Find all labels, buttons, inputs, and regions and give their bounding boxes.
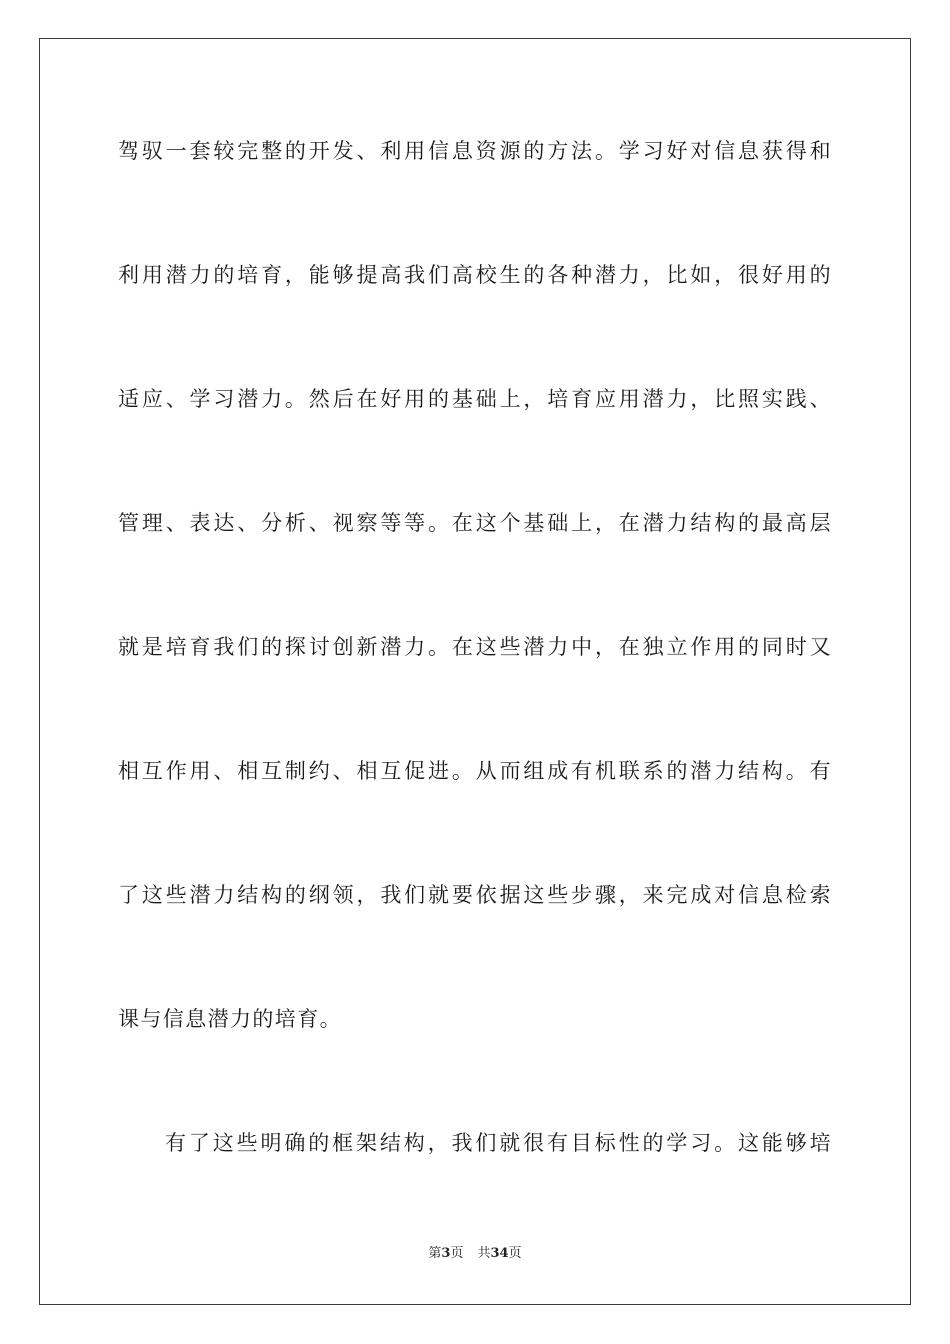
body-text-line-2: 利用潜力的培育，能够提高我们高校生的各种潜力，比如，很好用的 [118, 263, 832, 287]
body-text-line-5: 就是培育我们的探讨创新潜力。在这些潜力中，在独立作用的同时又 [118, 635, 832, 659]
page-prefix: 第 [428, 1246, 442, 1261]
total-suffix: 页 [508, 1246, 522, 1261]
body-text-line-6: 相互作用、相互制约、相互促进。从而组成有机联系的潜力结构。有 [118, 759, 832, 783]
body-text-line-7: 了这些潜力结构的纲领，我们就要依据这些步骤，来完成对信息检索 [118, 883, 832, 907]
page-number: 3 [441, 1246, 451, 1261]
body-text-line-8: 课与信息潜力的培育。 [118, 1007, 342, 1031]
page-suffix: 页 [450, 1246, 464, 1261]
body-text-line-1: 驾驭一套较完整的开发、利用信息资源的方法。学习好对信息获得和 [118, 139, 832, 163]
body-text-line-9: 有了这些明确的框架结构，我们就很有目标性的学习。这能够培 [165, 1131, 832, 1155]
total-prefix: 共 [477, 1246, 491, 1261]
body-text-line-3: 适应、学习潜力。然后在好用的基础上，培育应用潜力，比照实践、 [118, 387, 832, 411]
total-pages: 34 [490, 1246, 509, 1261]
body-text-line-4: 管理、表达、分析、视察等等。在这个基础上，在潜力结构的最高层 [118, 511, 832, 535]
page-border [39, 38, 911, 1305]
page-footer [0, 1245, 950, 1263]
